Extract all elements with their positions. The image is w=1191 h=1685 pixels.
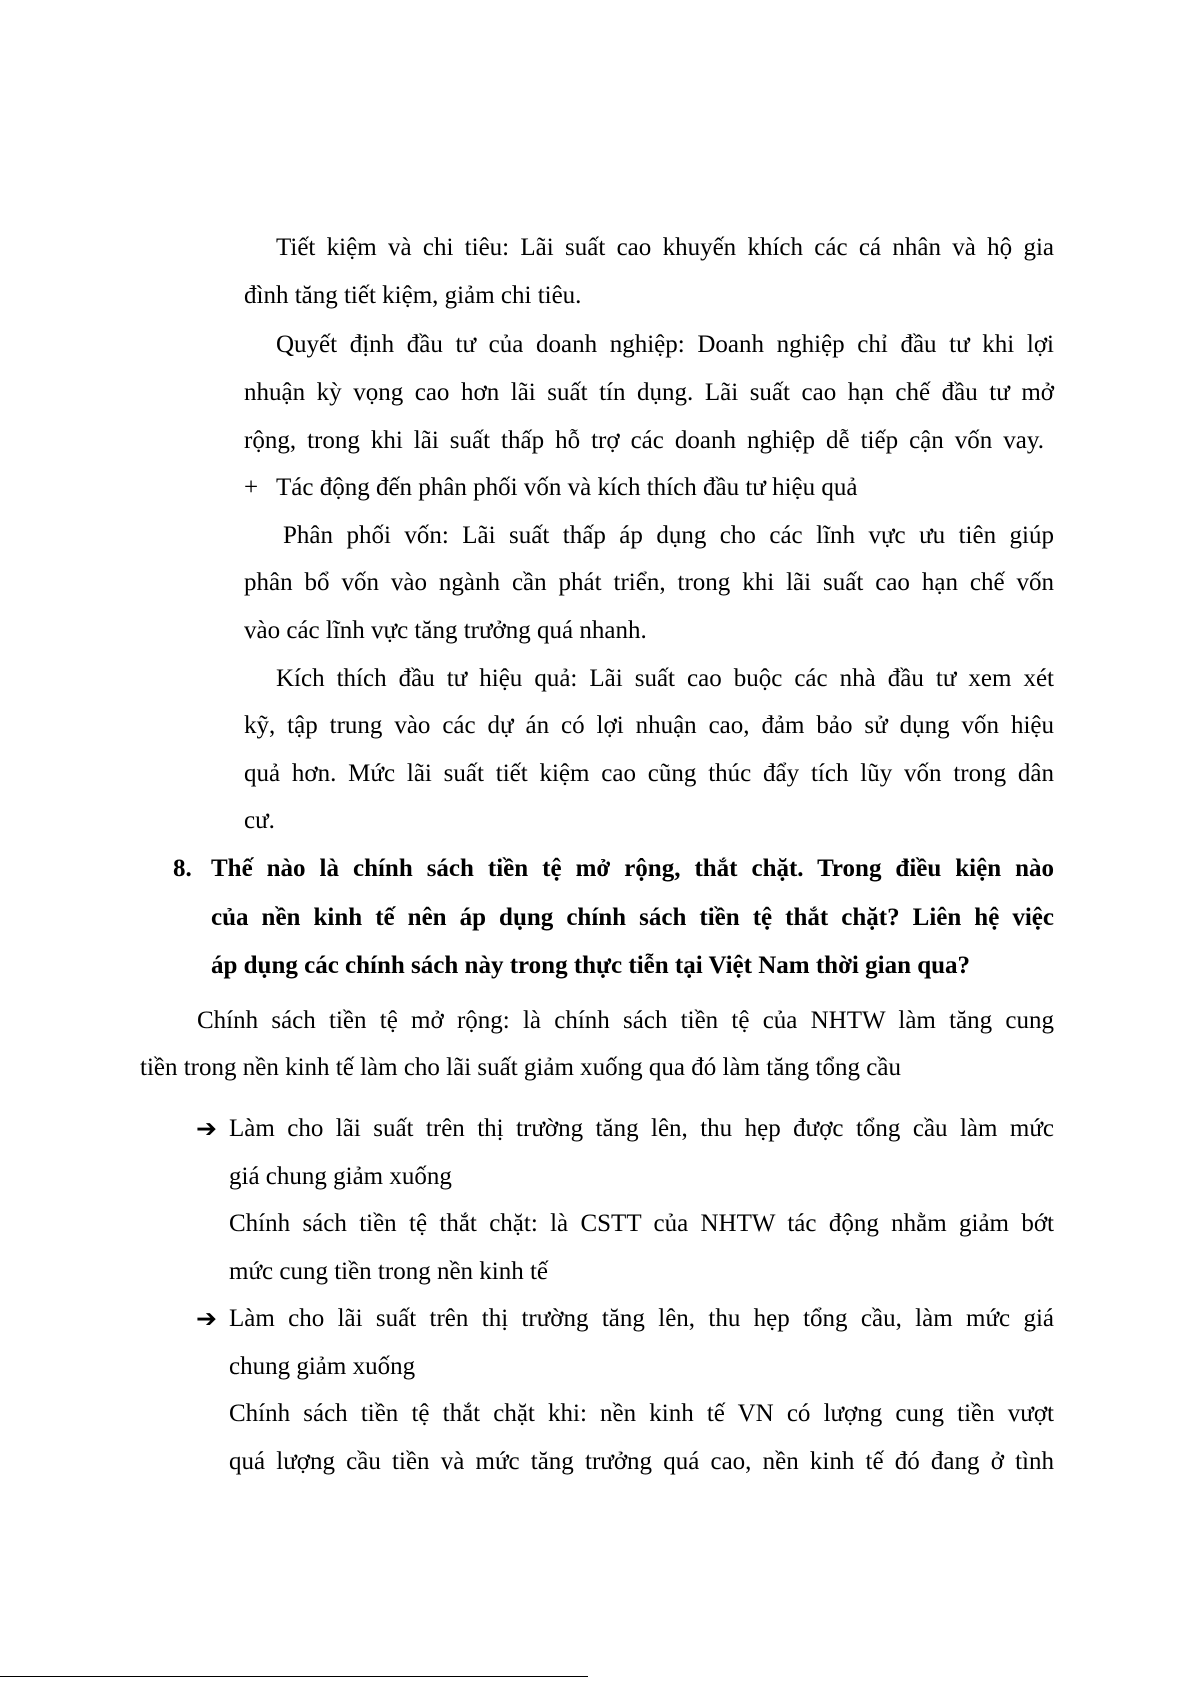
arrow-item-2-line-1: Làm cho lãi suất trên thị trường tăng lên, thu hẹp tổng cầu, làm mức giá [229, 1305, 1054, 1332]
paragraph-capital-allocation-line-1: Phân phối vốn: Lãi suất thấp áp dụng cho các lĩnh vực ưu tiên giúp [283, 522, 1054, 549]
footer-divider [0, 1676, 588, 1677]
question-heading-line-1: Thế nào là chính sách tiền tệ mở rộng, thắt chặt. Trong điều kiện nào [211, 855, 1054, 882]
paragraph-capital-allocation-line-3: vào các lĩnh vực tăng trưởng quá nhanh. [244, 617, 647, 644]
arrow-right-icon: ➔ [196, 1114, 217, 1143]
paragraph-efficient-investment-line-1: Kích thích đầu tư hiệu quả: Lãi suất cao buộc các nhà đầu tư xem xét [276, 665, 1054, 692]
paragraph-investment-line-1: Quyết định đầu tư của doanh nghiệp: Doanh nghiệp chỉ đầu tư khi lợi [276, 331, 1054, 358]
answer-tightening-when-line-1: Chính sách tiền tệ thắt chặt khi: nền kinh tế VN có lượng cung tiền vượt [229, 1400, 1054, 1427]
answer-expansionary-line-2: tiền trong nền kinh tế làm cho lãi suất giảm xuống qua đó làm tăng tổng cầu [140, 1054, 901, 1081]
paragraph-capital-allocation-line-2: phân bổ vốn vào ngành cần phát triển, trong khi lãi suất cao hạn chế vốn [244, 569, 1054, 596]
answer-tightening-line-2: mức cung tiền trong nền kinh tế [229, 1258, 549, 1285]
paragraph-investment-line-3: rộng, trong khi lãi suất thấp hỗ trợ các doanh nghiệp dễ tiếp cận vốn vay. [244, 427, 1044, 454]
answer-expansionary-line-1: Chính sách tiền tệ mở rộng: là chính sách tiền tệ của NHTW làm tăng cung [197, 1007, 1054, 1034]
question-heading-line-2: của nền kinh tế nên áp dụng chính sách tiền tệ thắt chặt? Liên hệ việc [211, 904, 1054, 931]
paragraph-efficient-investment-line-4: cư. [244, 807, 275, 834]
plus-bullet: + [244, 474, 259, 501]
question-number: 8. [173, 855, 192, 882]
arrow-item-2-line-2: chung giảm xuống [229, 1353, 416, 1380]
answer-tightening-line-1: Chính sách tiền tệ thắt chặt: là CSTT của NHTW tác động nhằm giảm bớt [229, 1210, 1054, 1237]
arrow-item-1-line-1: Làm cho lãi suất trên thị trường tăng lên, thu hẹp được tổng cầu làm mức [229, 1115, 1054, 1142]
paragraph-savings-line-1: Tiết kiệm và chi tiêu: Lãi suất cao khuyến khích các cá nhân và hộ gia [276, 234, 1054, 261]
paragraph-efficient-investment-line-2: kỹ, tập trung vào các dự án có lợi nhuận cao, đảm bảo sử dụng vốn hiệu [244, 712, 1054, 739]
paragraph-efficient-investment-line-3: quả hơn. Mức lãi suất tiết kiệm cao cũng thúc đẩy tích lũy vốn trong dân [244, 760, 1054, 787]
arrow-item-1-line-2: giá chung giảm xuống [229, 1163, 452, 1190]
plus-item-text: Tác động đến phân phối vốn và kích thích đầu tư hiệu quả [276, 474, 858, 501]
answer-tightening-when-line-2: quá lượng cầu tiền và mức tăng trưởng quá cao, nền kinh tế đó đang ở tình [229, 1448, 1054, 1475]
paragraph-investment-line-2: nhuận kỳ vọng cao hơn lãi suất tín dụng. Lãi suất cao hạn chế đầu tư mở [244, 379, 1054, 406]
question-heading-line-3: áp dụng các chính sách này trong thực tiễn tại Việt Nam thời gian qua? [211, 952, 971, 979]
arrow-right-icon: ➔ [196, 1304, 217, 1333]
paragraph-savings-line-2: đình tăng tiết kiệm, giảm chi tiêu. [244, 282, 582, 309]
